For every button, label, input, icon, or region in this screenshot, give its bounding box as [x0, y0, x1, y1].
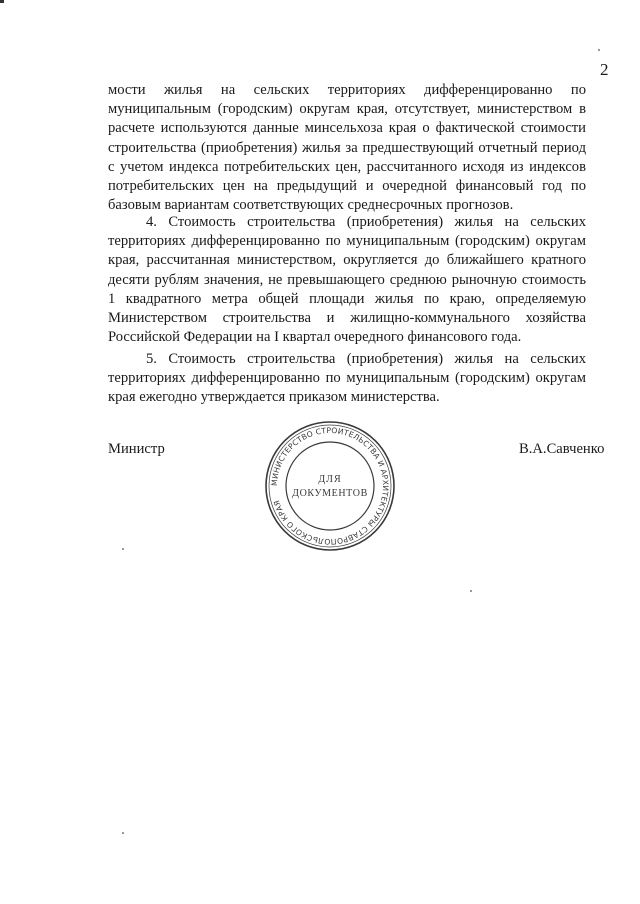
signatory-position: Министр	[108, 441, 165, 457]
seal-center-line-1: ДЛЯ	[318, 474, 342, 485]
seal-inner-ring	[286, 442, 374, 530]
signatory-name: В.А.Савченко	[519, 441, 605, 457]
page-number: 2	[600, 60, 609, 79]
paragraph-intro: мости жилья на сельских территориях дифференцированно по муниципальным (городским) округам края, отсутствует, министерством в расчете используются данные минсельхоза края о фактической стоимости строительства (приобретения) жилья за предшествующий отчетный период с учетом индекса потребительских цен, рассчитанного исходя из индексов потребительских цен на предыдущий и очередной финансовый год по базовым вариантам соответствующих среднесрочных прогнозов.	[108, 82, 586, 214]
scan-speck	[598, 49, 600, 51]
official-seal	[262, 418, 398, 554]
seal-ring-text: МИНИСТЕРСТВО СТРОИТЕЛЬСТВА И АРХИТЕКТУРЫ СТАВРОПОЛЬСКОГО КРАЯ	[269, 425, 391, 547]
scan-speck	[122, 548, 124, 550]
scan-corner-mark	[0, 0, 4, 3]
seal-center-line-2: ДОКУМЕНТОВ	[292, 488, 368, 499]
paragraph-item-4: 4. Стоимость строительства (приобретения) жилья на сельских территориях дифференцированно по муниципальным (городским) округам края, рассчитанная министерством, округляется до ближайшего кратного десяти рублям значения, не превышающего среднюю рыночную стоимость 1 квадратного метра общей площади жилья по краю, определяемую Министерством строительства и жилищно-коммунального хозяйства Российской Федерации на I квартал очередного финансового года.	[108, 214, 586, 346]
paragraph-item-5: 5. Стоимость строительства (приобретения) жилья на сельских территориях дифференцированно по муниципальным (городским) округам края ежегодно утверждается приказом министерства.	[108, 351, 586, 406]
scan-speck	[122, 832, 124, 834]
seal-outer-ring-inner	[269, 425, 391, 547]
scan-speck	[470, 590, 472, 592]
seal-outer-ring	[266, 422, 394, 550]
